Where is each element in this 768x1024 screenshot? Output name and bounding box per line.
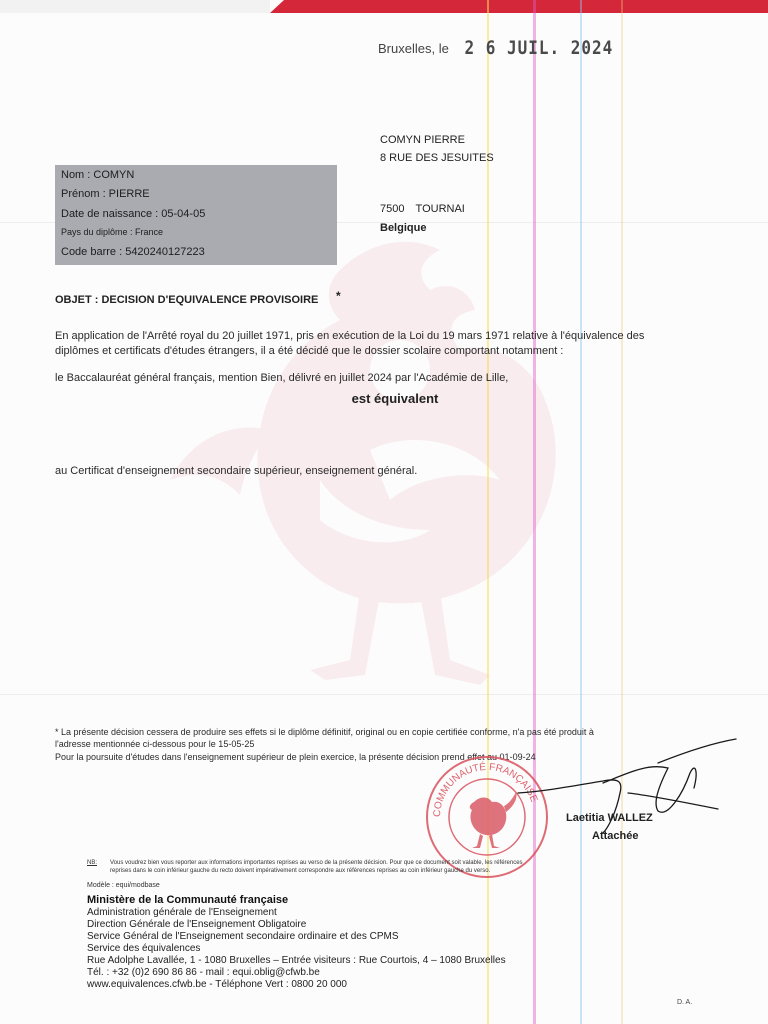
recipient-name: COMYN PIERRE xyxy=(380,134,465,146)
note-line-3: Pour la poursuite d'études dans l'enseignement supérieur de plein exercice, la présente décision prend effet au 01-09-24 xyxy=(55,752,536,762)
scan-streak xyxy=(580,0,582,1024)
footer-contact: Tél. : +32 (0)2 690 86 86 - mail : equi.oblig@cfwb.be xyxy=(87,967,320,978)
student-barcode: Code barre : 5420240127223 xyxy=(61,246,205,258)
header-bar-grey xyxy=(0,0,270,13)
footer-website: www.equivalences.cfwb.be - Téléphone Vert : 0800 20 000 xyxy=(87,979,347,990)
signatory-title: Attachée xyxy=(592,830,639,842)
recipient-country: Belgique xyxy=(380,222,427,234)
city-prefix: Bruxelles, le xyxy=(378,41,449,56)
nb-line-1: Vous voudrez bien vous reporter aux informations importantes reprises au verso de la présente décision. Pour que ce document soit valable, les références xyxy=(110,860,523,866)
objet-title: OBJET : DECISION D'EQUIVALENCE PROVISOIRE xyxy=(55,294,319,306)
objet-asterisk: * xyxy=(336,289,341,303)
nb-label: NB: xyxy=(87,860,98,866)
seal-text: COMMUNAUTÉ FRANÇAISE xyxy=(431,761,540,818)
footer-line-1: Administration générale de l'Enseignement xyxy=(87,907,277,918)
recipient-city-line xyxy=(380,203,465,215)
diploma-line: le Baccalauréat général français, mention Bien, délivré en juillet 2024 par l'Académie de Lille, xyxy=(55,372,509,384)
student-nom: Nom : COMYN xyxy=(61,169,135,181)
footer-address: Rue Adolphe Lavallée, 1 - 1080 Bruxelles – Entrée visiteurs : Rue Courtois, 4 – 1080 Bruxelles xyxy=(87,955,506,966)
footer-line-4: Service des équivalences xyxy=(87,943,201,954)
note-line-2: l'adresse mentionnée ci-dessous pour le 15-05-25 xyxy=(55,739,255,749)
student-prenom: Prénom : PIERRE xyxy=(61,188,150,200)
body-line-1: En application de l'Arrêté royal du 20 juillet 1971, pris en exécution de la Loi du 19 mars 1971 relative à l'équivalence des xyxy=(55,330,645,342)
signatory-name: Laetitia WALLEZ xyxy=(566,812,653,824)
author-initials: D. A. xyxy=(677,999,693,1006)
student-diploma-country: Pays du diplôme : France xyxy=(61,227,164,237)
model-reference: Modèle : equi/modbase xyxy=(87,882,160,889)
scan-streak xyxy=(621,0,623,1024)
footer-line-2: Direction Générale de l'Enseignement Obligatoire xyxy=(87,919,307,930)
student-info-box xyxy=(55,165,337,265)
note-line-1: * La présente décision cessera de produire ses effets si le diplôme définitif, original ou en copie certifiée conforme, n'a pas été produit à xyxy=(55,727,594,737)
date-stamp: 2 6 JUIL. 2024 xyxy=(464,36,614,59)
date-line xyxy=(378,38,613,57)
ministry-name: Ministère de la Communauté française xyxy=(87,894,289,906)
recipient-street: 8 RUE DES JESUITES xyxy=(380,152,494,164)
recipient-postal-code: 7500 xyxy=(380,203,405,215)
header-bar-red xyxy=(270,0,768,13)
student-birth-date: Date de naissance : 05-04-05 xyxy=(61,208,206,220)
footer-line-3: Service Général de l'Enseignement secondaire ordinaire et des CPMS xyxy=(87,931,399,942)
nb-line-2: reprises dans le coin inférieur gauche du recto doivent impérativement correspondre aux références reprises au coin inférieur gauche du verso. xyxy=(110,868,491,874)
recipient-city: TOURNAI xyxy=(415,203,465,215)
equivalent-heading: est équivalent xyxy=(351,391,439,406)
body-line-2: diplômes et certificats d'études étrangers, il a été décidé que le dossier scolaire comportant notamment : xyxy=(55,345,564,357)
certificate-line: au Certificat d'enseignement secondaire supérieur, enseignement général. xyxy=(55,465,418,477)
